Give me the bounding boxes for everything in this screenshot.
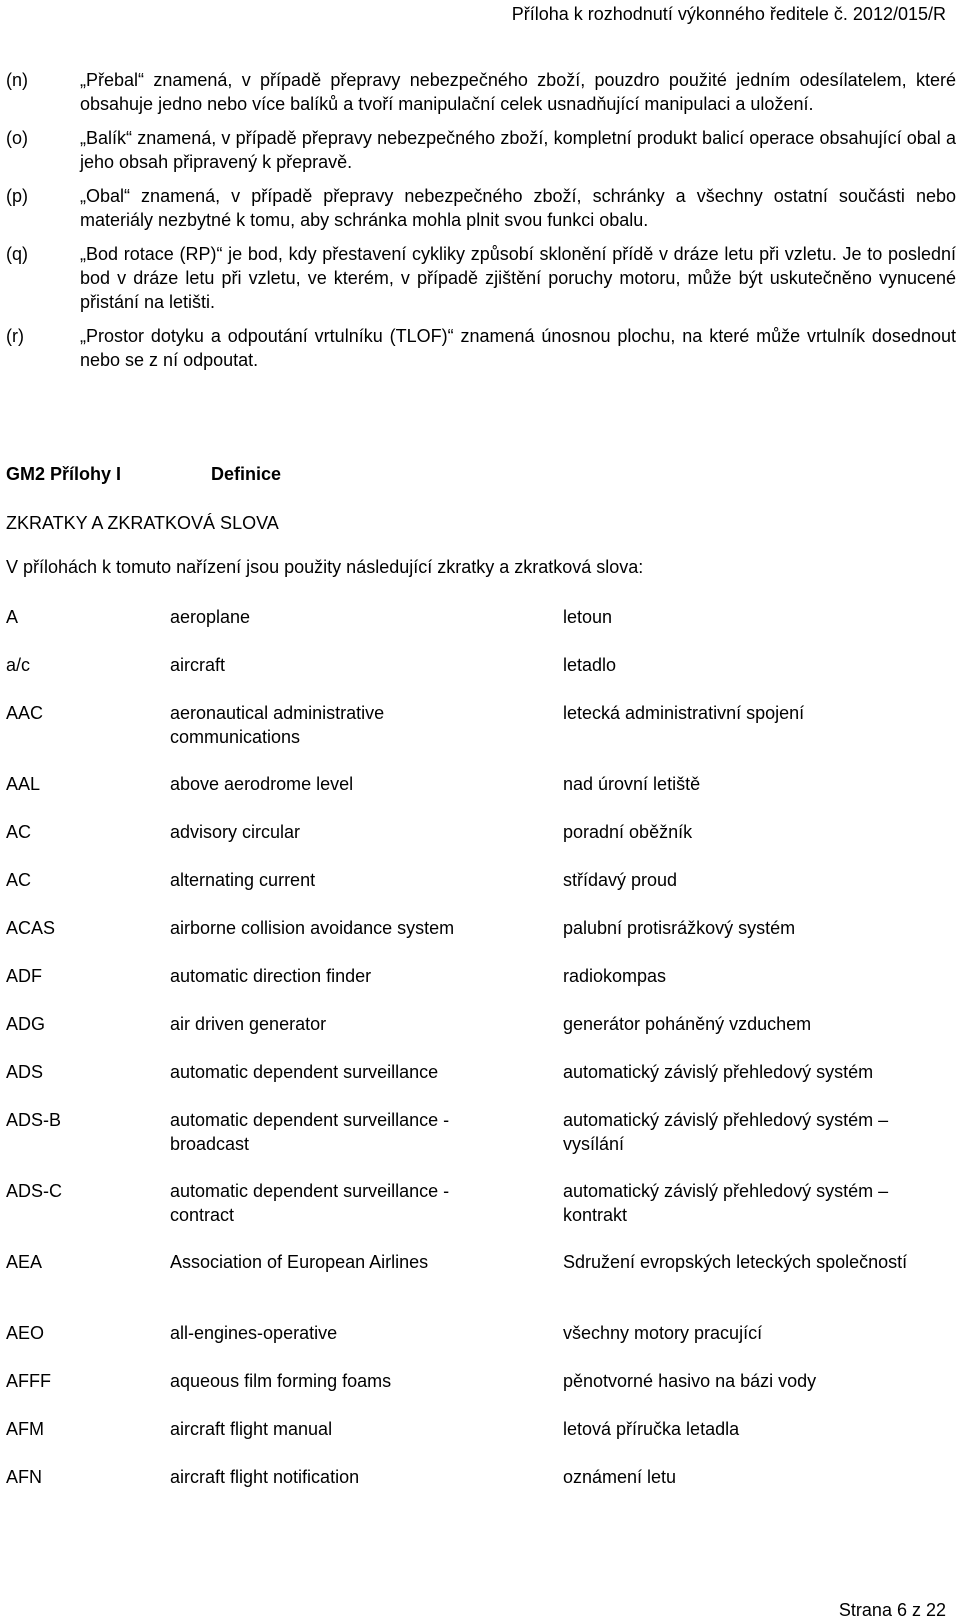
abbreviation-english: alternating current	[170, 870, 316, 890]
abbreviation-row	[6, 964, 956, 1012]
abbreviation-code: AFM	[6, 1419, 44, 1439]
abbreviation-code: AC	[6, 870, 32, 890]
definition-label: (o)	[6, 128, 28, 148]
abbreviation-code: AFFF	[6, 1371, 51, 1391]
abbreviation-row	[6, 1321, 956, 1369]
abbreviation-english: automatic dependent surveillance - broadcast	[170, 1110, 450, 1154]
definitions-list	[6, 68, 956, 382]
definition-text: „Obal“ znamená, v případě přepravy nebezpečného zboží, schránky a všechny ostatní součásti nebo materiály nezbytné k tomu, aby schránka mohla plnit svou funkci obalu.	[80, 186, 956, 230]
definition-text: „Bod rotace (RP)“ je bod, kdy přestavení cykliky způsobí sklonění přídě v dráze letu při vzletu. Je to poslední bod v dráze letu při vzletu, ve kterém, v případě zjištění poruchy motoru, může být uskutečněno vynucené přistání na letišti.	[80, 244, 956, 312]
definition-item	[6, 242, 956, 314]
abbreviation-code: a/c	[6, 655, 31, 675]
abbreviations-table	[6, 605, 956, 1513]
abbreviations-title: ZKRATKY A ZKRATKOVÁ SLOVA	[6, 513, 279, 533]
abbreviation-english: aqueous film forming foams	[170, 1371, 392, 1391]
definition-item	[6, 324, 956, 372]
abbreviation-code: AEO	[6, 1323, 45, 1343]
definition-item	[6, 68, 956, 116]
abbreviation-row	[6, 605, 956, 653]
definition-label: (r)	[6, 326, 24, 346]
abbreviation-code: AC	[6, 822, 32, 842]
abbreviation-english: automatic dependent surveillance - contract	[170, 1181, 450, 1225]
abbreviation-czech: letoun	[563, 607, 613, 627]
abbreviation-english: all-engines-operative	[170, 1323, 338, 1343]
abbreviation-czech: radiokompas	[563, 966, 667, 986]
abbreviation-row	[6, 772, 956, 820]
abbreviation-row	[6, 1179, 956, 1250]
definition-label: (q)	[6, 244, 28, 264]
section-heading	[6, 464, 282, 485]
abbreviation-row	[6, 701, 956, 772]
abbreviation-czech: generátor poháněný vzduchem	[563, 1014, 812, 1034]
definition-label: (n)	[6, 70, 28, 90]
abbreviation-row	[6, 1369, 956, 1417]
abbreviation-row	[6, 1250, 956, 1321]
abbreviation-code: ACAS	[6, 918, 56, 938]
abbreviation-row	[6, 1012, 956, 1060]
abbreviation-english: aeronautical administrative communications	[170, 703, 385, 747]
definition-item	[6, 184, 956, 232]
abbreviation-row	[6, 1060, 956, 1108]
abbreviation-code: ADS-C	[6, 1181, 63, 1201]
abbreviation-row	[6, 820, 956, 868]
definition-text: „Přebal“ znamená, v případě přepravy nebezpečného zboží, pouzdro použité jedním odesílatelem, které obsahuje jedno nebo více balíků a tvoří manipulační celek usnadňující manipulaci a uložení.	[80, 70, 956, 114]
page-number: Strana 6 z 22	[838, 1600, 946, 1620]
abbreviations-intro: V přílohách k tomuto nařízení jsou použity následující zkratky a zkratková slova:	[6, 557, 644, 577]
abbreviation-english: automatic direction finder	[170, 966, 372, 986]
abbreviation-english: aircraft flight notification	[170, 1467, 360, 1487]
abbreviation-row	[6, 916, 956, 964]
abbreviation-row	[6, 1465, 956, 1513]
abbreviation-english: aircraft	[170, 655, 226, 675]
abbreviation-czech: všechny motory pracující	[563, 1323, 763, 1343]
abbreviation-code: AEA	[6, 1252, 43, 1272]
abbreviation-czech: nad úrovní letiště	[563, 774, 701, 794]
abbreviation-czech: automatický závislý přehledový systém – kontrakt	[563, 1181, 889, 1225]
abbreviation-english: aircraft flight manual	[170, 1419, 333, 1439]
abbreviation-czech: střídavý proud	[563, 870, 678, 890]
page-header: Příloha k rozhodnutí výkonného ředitele č. 2012/015/R	[511, 4, 946, 24]
abbreviation-code: A	[6, 607, 19, 627]
abbreviation-czech: oznámení letu	[563, 1467, 677, 1487]
abbreviation-english: advisory circular	[170, 822, 301, 842]
abbreviation-code: ADS	[6, 1062, 44, 1082]
abbreviation-czech: poradní oběžník	[563, 822, 693, 842]
abbreviation-english: aeroplane	[170, 607, 251, 627]
definition-label: (p)	[6, 186, 28, 206]
definition-item	[6, 126, 956, 174]
abbreviation-czech: automatický závislý přehledový systém	[563, 1062, 874, 1082]
abbreviation-english: airborne collision avoidance system	[170, 918, 455, 938]
abbreviation-czech: pěnotvorné hasivo na bázi vody	[563, 1371, 817, 1391]
abbreviation-czech: palubní protisrážkový systém	[563, 918, 796, 938]
abbreviation-code: ADF	[6, 966, 42, 986]
abbreviation-czech: automatický závislý přehledový systém – vysílání	[563, 1110, 889, 1154]
abbreviation-code: AAC	[6, 703, 44, 723]
definition-text: „Balík“ znamená, v případě přepravy nebezpečného zboží, kompletní produkt balicí operace obsahující obal a jeho obsah připravený k přepravě.	[80, 128, 956, 172]
abbreviation-row	[6, 868, 956, 916]
abbreviation-code: AFN	[6, 1467, 42, 1487]
abbreviation-english: air driven generator	[170, 1014, 327, 1034]
abbreviation-english: automatic dependent surveillance	[170, 1062, 439, 1082]
abbreviation-code: ADG	[6, 1014, 46, 1034]
abbreviation-english: above aerodrome level	[170, 774, 354, 794]
abbreviation-code: AAL	[6, 774, 41, 794]
abbreviation-czech: letová příručka letadla	[563, 1419, 740, 1439]
abbreviation-czech: letadlo	[563, 655, 617, 675]
abbreviation-row	[6, 1108, 956, 1179]
definition-text: „Prostor dotyku a odpoutání vrtulníku (TLOF)“ znamená únosnou plochu, na které může vrtulník dosednout nebo se z ní odpoutat.	[80, 326, 956, 370]
abbreviation-english: Association of European Airlines	[170, 1252, 429, 1272]
abbreviation-code: ADS-B	[6, 1110, 62, 1130]
section-code: GM2 Přílohy I	[6, 464, 122, 484]
section-title: Definice	[211, 464, 282, 484]
abbreviation-row	[6, 1417, 956, 1465]
abbreviation-czech: letecká administrativní spojení	[563, 703, 805, 723]
abbreviation-czech: Sdružení evropských leteckých společností	[563, 1252, 908, 1272]
abbreviation-row	[6, 653, 956, 701]
